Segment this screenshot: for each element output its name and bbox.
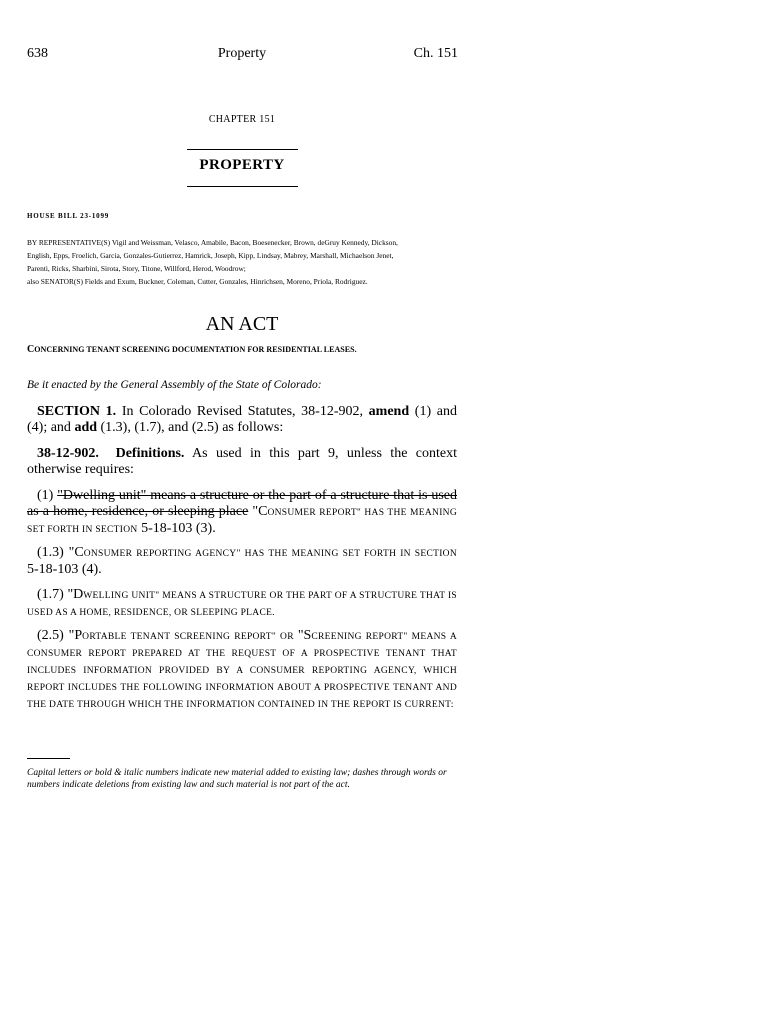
concerning-clause	[27, 344, 357, 355]
chapter-label: CHAPTER 151	[208, 114, 276, 125]
sponsors-block	[27, 236, 467, 288]
section-text: (1.3), (1.7), and (2.5) as follows:	[97, 420, 284, 435]
title-rule-top	[187, 149, 298, 150]
section-1-paragraph	[27, 404, 457, 436]
subsection-number: (1.7)	[37, 587, 68, 602]
concerning-initial: C	[27, 344, 35, 355]
added-initial: "D	[67, 587, 84, 602]
subject-title: PROPERTY	[199, 157, 285, 173]
page-number: 638	[27, 46, 48, 61]
section-label: SECTION 1.	[37, 404, 117, 419]
added-text: ONSUMER REPORTING AGENCY" HAS THE MEANING SET FORTH IN SECTION	[83, 549, 457, 559]
amend-keyword: amend	[368, 404, 410, 419]
deleted-text: "Dwelling unit" means a structure or the part of a structure that is used as a home, residence, or sleeping place	[27, 488, 457, 519]
added-initial: "C	[68, 545, 84, 560]
subsection-1	[27, 488, 457, 538]
add-keyword: add	[74, 420, 98, 435]
added-text: ONSUMER REPORT" HAS THE MEANING SET FORTH IN SECTION	[27, 508, 457, 535]
added-initial: "C	[248, 504, 268, 519]
title-rule-bottom	[187, 186, 298, 187]
added-initial: "S	[297, 628, 312, 643]
footnote: Capital letters or bold & italic numbers indicate new material added to existing law; dashes through words or numbers indicate deletions from existing law and such material is not part of the act.	[27, 768, 447, 790]
subsection-number: (1.3)	[37, 545, 69, 560]
running-title: Property	[217, 46, 267, 61]
sponsors-line: English, Epps, Froelich, Garcia, Gonzales-Gutierrez, Hamrick, Joseph, Kipp, Lindsay, Mabrey, Marshall, Michaelson Jenet,	[27, 251, 394, 260]
subsection-2-5	[27, 628, 457, 713]
statute-number: 38-12-902.	[37, 446, 99, 461]
sponsors-line: BY REPRESENTATIVE(S) Vigil and Weissman, Velasco, Amabile, Bacon, Boesenecker, Brown, deGruy Kennedy, Dickson,	[27, 238, 398, 247]
enacting-clause: Be it enacted by the General Assembly of the State of Colorado:	[27, 379, 322, 391]
definitions-text: As used in this part 9, unless the context otherwise requires:	[27, 446, 457, 477]
footnote-rule	[27, 758, 70, 759]
added-initial: "P	[68, 628, 83, 643]
sponsors-line: Parenti, Ricks, Sharbini, Sirota, Story, Titone, Willford, Herod, Woodrow;	[27, 264, 246, 273]
added-text: CREENING REPORT" MEANS A CONSUMER REPORT PREPARED AT THE REQUEST OF A PROSPECTIVE TENANT THAT INCLUDES INFORMATION PROVIDED BY A CONSUMER REPORTING AGENCY, WHICH REPORT INCLUDES THE FOLLOWING INFORMATION ABOUT A PROSPECTIVE TENANT AND THE DATE THROUGH WHICH THE INFORMATION CONTAINED IN THE REPORT IS CURRENT:	[27, 632, 458, 710]
section-text: (1) and (4); and	[27, 404, 457, 435]
subsection-1-3	[27, 545, 457, 578]
statute-reference: 5-18-103 (3).	[137, 521, 216, 536]
act-title: AN ACT	[205, 313, 279, 335]
added-text: ORTABLE TENANT SCREENING REPORT" OR	[82, 632, 298, 642]
subsection-number: (2.5)	[37, 628, 69, 643]
bill-number: HOUSE BILL 23-1099	[27, 212, 110, 220]
definitions-paragraph	[27, 446, 457, 478]
added-text: WELLING UNIT" MEANS A STRUCTURE OR THE PART OF A STRUCTURE THAT IS USED AS A HOME, RESIDENCE, OR SLEEPING PLACE.	[27, 591, 457, 618]
statute-reference: 5-18-103 (4).	[27, 562, 102, 577]
chapter-reference: Ch. 151	[413, 46, 458, 61]
subsection-number: (1)	[37, 488, 58, 503]
subsection-1-7	[27, 587, 457, 621]
definitions-heading: Definitions.	[115, 446, 185, 461]
section-text: In Colorado Revised Statutes, 38-12-902,	[116, 404, 369, 419]
concerning-text: ONCERNING TENANT SCREENING DOCUMENTATION FOR RESIDENTIAL LEASES.	[34, 345, 357, 354]
sponsors-line: also SENATOR(S) Fields and Exum, Buckner, Coleman, Cutter, Gonzales, Hinrichsen, Moreno, Priola, Rodriguez.	[27, 277, 368, 286]
